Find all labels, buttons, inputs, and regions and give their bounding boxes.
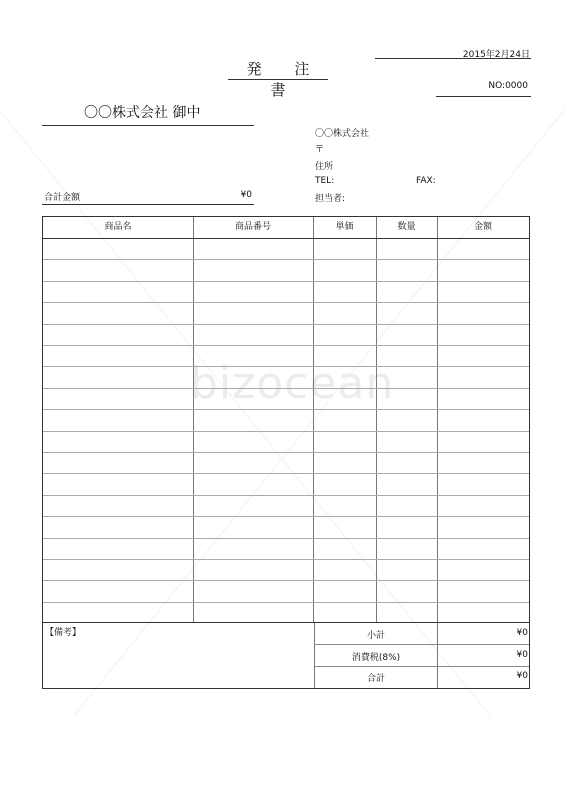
row-divider <box>314 644 529 645</box>
header-divider <box>43 238 529 239</box>
column-divider <box>313 217 314 622</box>
column-divider <box>437 217 438 622</box>
column-divider <box>193 217 194 622</box>
issuer-fax: FAX: <box>416 176 436 186</box>
tax-value: ¥0 <box>516 650 528 660</box>
table-row <box>43 431 529 432</box>
subtotal-value: ¥0 <box>516 628 528 638</box>
row-divider <box>314 666 529 667</box>
issuer-tel: TEL: <box>315 176 335 186</box>
table-row <box>43 516 529 517</box>
table-row <box>43 259 529 260</box>
recipient-name: 〇〇株式会社 御中 <box>84 105 201 121</box>
total-amount-label: 合計金額 <box>44 193 81 203</box>
issuer-address: 住所 <box>315 162 334 172</box>
column-header-quantity: 数量 <box>397 222 416 232</box>
tax-label: 消費税(8%) <box>351 653 401 663</box>
divider <box>436 96 531 97</box>
summary-section <box>42 623 530 689</box>
table-row <box>43 473 529 474</box>
divider <box>42 204 254 205</box>
table-row <box>43 409 529 410</box>
document-title: 発 注 書 <box>246 60 324 99</box>
column-header-product-number: 商品番号 <box>234 222 271 232</box>
table-row <box>43 302 529 303</box>
table-row <box>43 602 529 603</box>
grand-total-label: 合計 <box>366 674 385 684</box>
table-row <box>43 366 529 367</box>
table-row <box>43 580 529 581</box>
total-amount-value: ¥0 <box>240 190 252 200</box>
table-row <box>43 559 529 560</box>
column-header-product-name: 商品名 <box>104 222 132 232</box>
divider <box>375 58 531 59</box>
grand-total-value: ¥0 <box>516 671 528 681</box>
table-row <box>43 538 529 539</box>
table-row <box>43 345 529 346</box>
table-row <box>43 388 529 389</box>
watermark: bizocean <box>190 358 395 409</box>
column-header-unit-price: 単価 <box>335 222 354 232</box>
subtotal-label: 小計 <box>366 631 385 641</box>
items-table <box>42 216 530 623</box>
issuer-contact: 担当者: <box>315 194 346 204</box>
table-row <box>43 324 529 325</box>
table-row <box>43 452 529 453</box>
notes-label: 【備考】 <box>45 628 82 638</box>
column-header-amount: 金額 <box>473 222 492 232</box>
column-divider <box>376 217 377 622</box>
issuer-postal: 〒 <box>315 145 325 155</box>
issuer-company: 〇〇株式会社 <box>315 129 370 139</box>
table-row <box>43 495 529 496</box>
issue-date: 2015年2月24日 <box>462 50 530 60</box>
divider <box>42 125 254 126</box>
divider <box>228 79 328 80</box>
table-row <box>43 281 529 282</box>
document-number: NO:0000 <box>488 81 528 91</box>
